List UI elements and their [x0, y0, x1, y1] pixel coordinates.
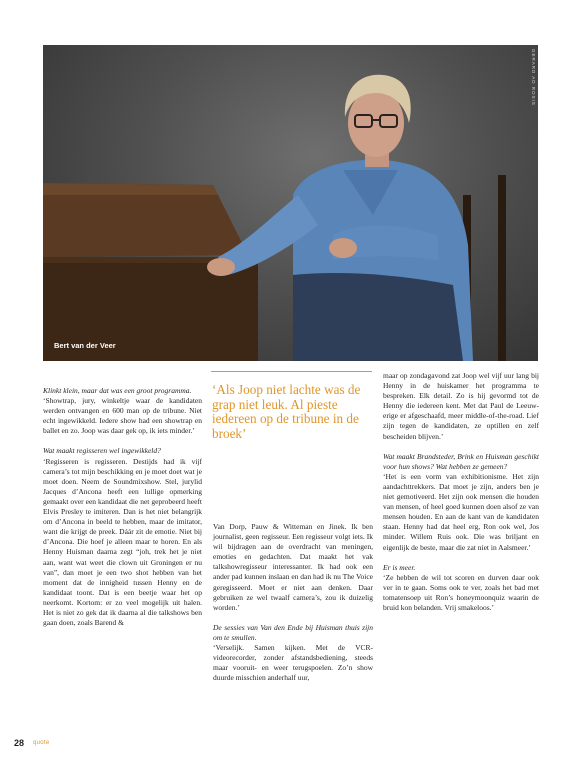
interview-answer: ‘Regisseren is regisseren. Destijds had ik vijf camera’s tot mijn beschikking en je moet doet wat je moet doen. Neem de Soundmixshow. Stel, jurylid Jacques d’Ancona heeft een lullige opmerking gemaakt over een kandidaat die net geprobeerd heeft Elvis Presley te imiteren. Dan is het niet belangrijk om d’Ancona in beeld te hebben, maar de imitator, want die krijgt de preek. Dáár zit de emotie. Niet bij d’Ancona. Die hoef je alleen maar te horen. En als Henny Huisman daarna zegt “joh, trek het je niet aan, want wat weet die clown uit Groningen er nu van”, dan moet je een two shot hebben van het moment dat de innigheid tussen Henny en de kandidaat toont. Dat is een beetje waar het op neerkomt. Kortom: er zo veel mogelijk uit halen. Het is niet zo gek dat ik daarna al die talkshows ben gaan doen, zoals Barend & — [43, 456, 202, 628]
page-number: 28 — [14, 738, 25, 748]
interview-question: Er is meer. — [383, 562, 416, 572]
magazine-logo: quote — [33, 740, 50, 746]
photo-credit: GERARD AD ROSIS — [531, 49, 536, 106]
interview-answer: Van Dorp, Pauw & Witteman en Jinek. Ik ben journalist, geen regisseur. Een regisseur volgt iets. Ik wil bijdragen aan de overdracht van meningen, emoties en gedachten. Dat maakt het vak talkshowregisseur interessanter. Ik had ook een ander pad kunnen inslaan en dan had ik nu The Voice geregisseerd. Moet er niet aan denken. Daar gebruiken ze wel twaalf camera’s, zou ik duizelig worden.’ — [213, 522, 373, 612]
interview-answer: ‘Het is een vorm van exhibitionisme. Het zijn aandachttrekkers. Dat moet je zijn, anders ben je niet gemotiveerd. Het zijn ook mensen die houden van mensen, of heel goed kunnen doen alsof ze van mensen houden. En aan de kant van de kandidaten staan. Henny had dat heel erg, Ron ook wel, Jos minder. Willem Ruis ook. Die was briljant en eigenlijk de beste, maar die zat niet in Aalsmeer.’ — [383, 471, 539, 552]
article-column-1 — [43, 386, 202, 628]
interview-answer: ‘Verselijk. Samen kijken. Met de VCR-videorecorder, zonder afstandsbediening, steeds maar vooruit- en weer terugspoelen. Zo’n show duurde misschien anderhalf uur, — [213, 643, 373, 683]
pull-quote-rule — [211, 371, 372, 372]
article-column-3 — [383, 371, 539, 613]
interview-answer: maar op zondagavond zat Joop wel vijf uur lang bij Henny in de huiskamer het programma te bespreken. Elk detail. Zo is hij gevormd tot de Henny die iedereen kent. Met dat Paul de Leeuw-erige er afgeschaafd, meer middle-of-the-road. Lief zijn tegen de kandidaten, ze optillen en zelf bescheiden blijven.’ — [383, 371, 539, 441]
pull-quote: ‘Als Joop niet lachte was de grap niet leuk. Al pieste iedereen op de tribune in de broek’ — [212, 382, 361, 441]
photo-caption: Bert van der Veer — [54, 341, 116, 350]
interview-question: Klinkt klein, maar dat was een groot programma. — [43, 386, 192, 395]
article-column-2 — [213, 522, 373, 683]
portrait-illustration — [43, 45, 538, 361]
interview-question: De sessies van Van den Ende bij Huisman thuis zijn om te smullen. — [213, 622, 373, 642]
portrait-photo — [43, 45, 538, 361]
interview-question: Wat maakt regisseren wel ingewikkeld? — [43, 446, 161, 456]
interview-question: Wat maakt Brandsteder, Brink en Huisman geschikt voor hun shows? Wat hebben ze gemeen? — [383, 451, 539, 471]
interview-answer: ‘Showtrap, jury, winkeltje waar de kandidaten werden ontvangen en 600 man op de tribune. Niet echt ingewikkeld. Iedere show had een showtrap en ballet en zo. Joop was daar gek op, ik iets minder.’ — [43, 396, 202, 436]
interview-answer: ‘Ze hebben de wil tot scoren en durven daar ook ver in te gaan. Soms ook te ver, zoals het bad met tomatensoep uit Ron’s honeymoonquiz waarin de bruid kon belanden. Vrij smakeloos.’ — [383, 572, 539, 612]
